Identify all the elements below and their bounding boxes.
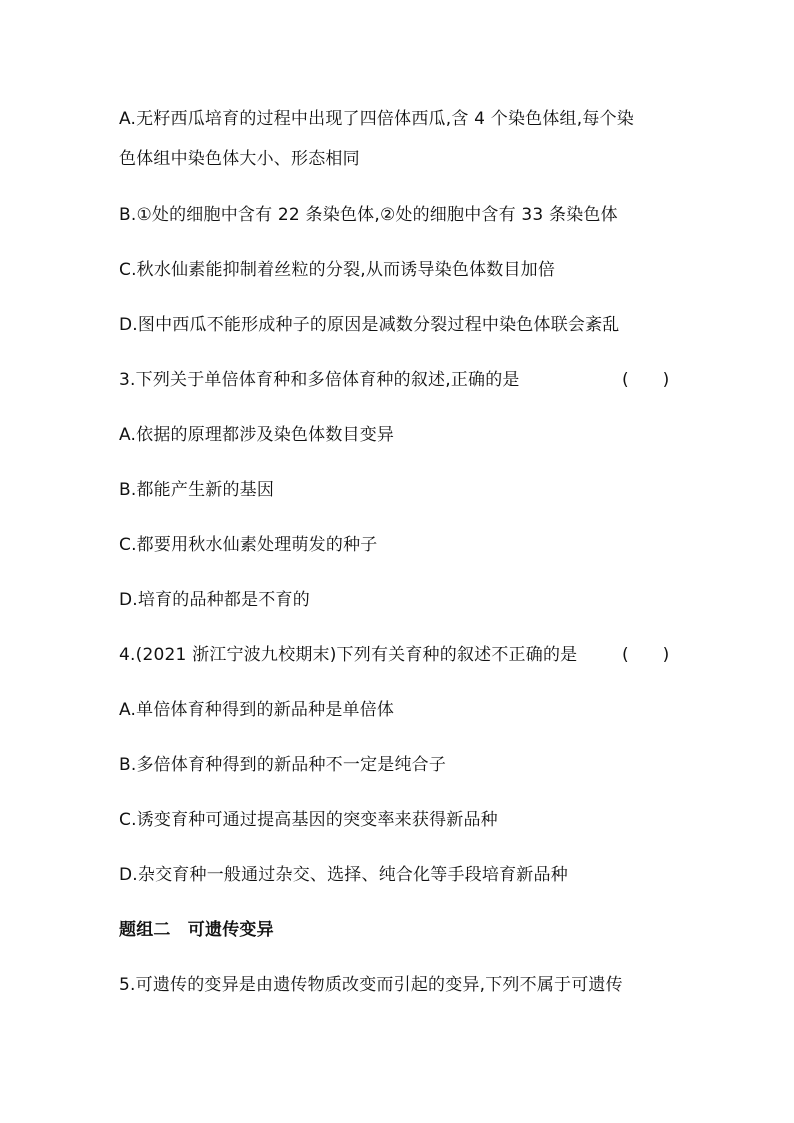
q4-option-b: B.多倍体育种得到的新品种不一定是纯合子	[119, 755, 447, 775]
section-title: 题组二 可遗传变异	[119, 920, 274, 940]
q2-option-a-line1: A.无籽西瓜培育的过程中出现了四倍体西瓜,含 4 个染色体组,每个染	[119, 109, 634, 129]
q3-option-c: C.都要用秋水仙素处理萌发的种子	[119, 535, 378, 555]
q4-option-c: C.诱变育种可通过提高基因的突变率来获得新品种	[119, 810, 498, 830]
q3-option-d: D.培育的品种都是不育的	[119, 590, 310, 610]
q2-option-b: B.①处的细胞中含有 22 条染色体,②处的细胞中含有 33 条染色体	[119, 205, 618, 225]
q2-option-c: C.秋水仙素能抑制着丝粒的分裂,从而诱导染色体数目加倍	[119, 260, 556, 280]
q4-option-a: A.单倍体育种得到的新品种是单倍体	[119, 700, 395, 720]
q4-stem: 4.(2021 浙江宁波九校期末)下列有关育种的叙述不正确的是	[119, 645, 578, 665]
q5-stem-line1: 5.可遗传的变异是由遗传物质改变而引起的变异,下列不属于可遗传	[119, 975, 623, 995]
q3-answer-paren: ( )	[622, 370, 670, 390]
q4-option-d: D.杂交育种一般通过杂交、选择、纯合化等手段培育新品种	[119, 865, 568, 885]
q3-option-a: A.依据的原理都涉及染色体数目变异	[119, 425, 395, 445]
q3-option-b: B.都能产生新的基因	[119, 480, 275, 500]
q2-option-d: D.图中西瓜不能形成种子的原因是减数分裂过程中染色体联会紊乱	[119, 315, 620, 335]
q3-stem: 3.下列关于单倍体育种和多倍体育种的叙述,正确的是	[119, 370, 520, 390]
q4-answer-paren: ( )	[622, 645, 670, 665]
q2-option-a-line2: 色体组中染色体大小、形态相同	[119, 149, 360, 169]
